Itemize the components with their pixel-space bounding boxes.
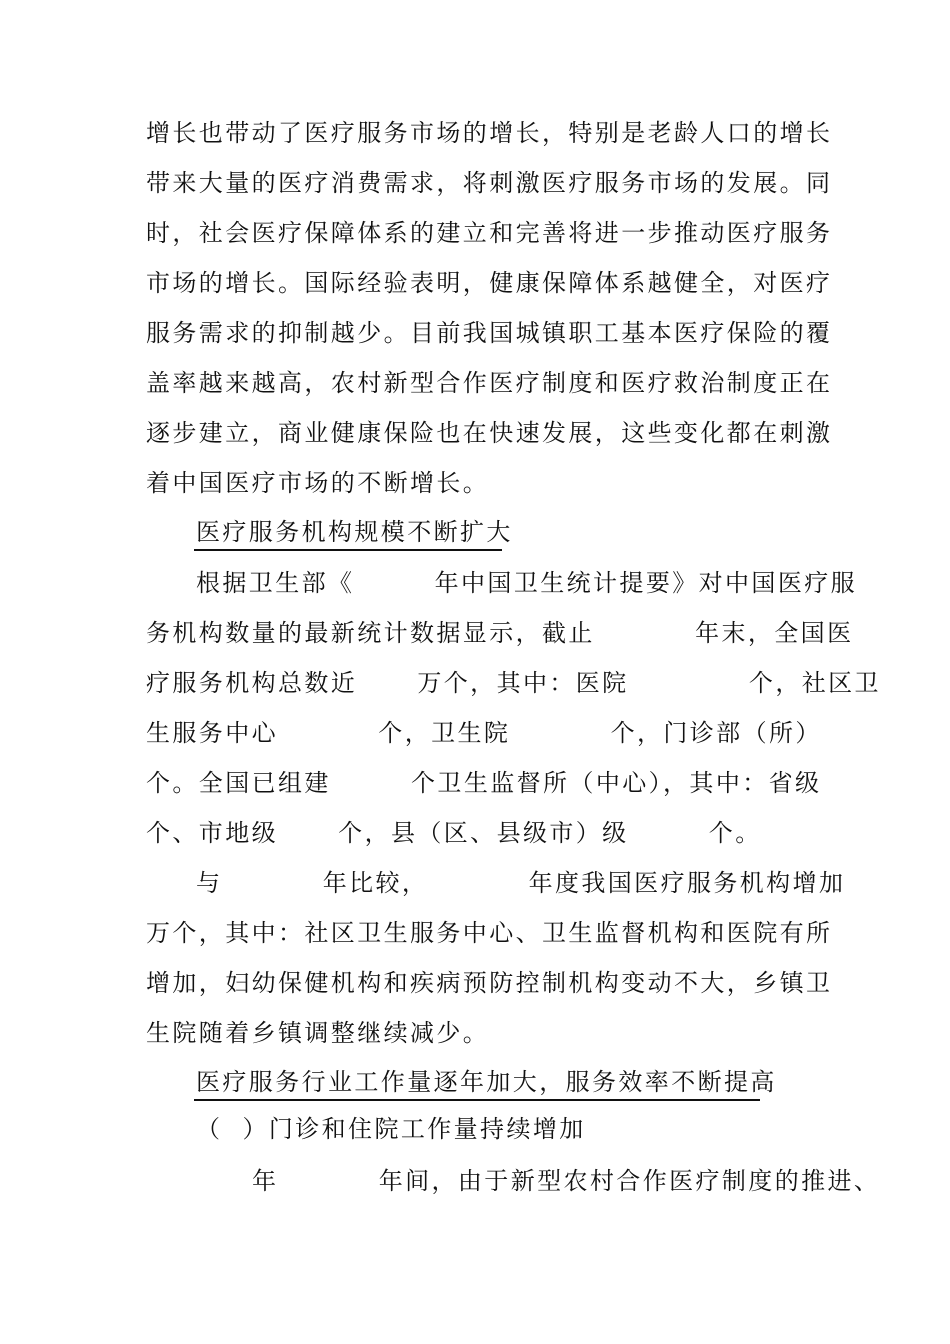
text-line: 增加，妇幼保健机构和疾病预防控制机构变动不大，乡镇卫 (146, 969, 833, 997)
text-line: 带来大量的医疗消费需求，将刺激医疗服务市场的发展。同 (146, 169, 833, 197)
text-line: 盖率越来越高，农村新型合作医疗制度和医疗救治制度正在 (146, 369, 833, 397)
text-line: 万个，其中：社区卫生服务中心、卫生监督机构和医院有所 (146, 919, 833, 947)
text-line: 逐步建立，商业健康保险也在快速发展，这些变化都在刺激 (146, 419, 833, 447)
section-heading-1: 医疗服务机构规模不断扩大 (196, 518, 513, 546)
text-line: 个、市地级 个，县（区、县级市）级 个。 (146, 819, 762, 847)
text-line: 生院随着乡镇调整继续减少。 (146, 1019, 490, 1047)
section-heading-2: 医疗服务行业工作量逐年加大，服务效率不断提高 (196, 1068, 777, 1096)
text-line: 生服务中心 个，卫生院 个，门诊部（所） (146, 719, 822, 747)
text-line: 市场的增长。国际经验表明，健康保障体系越健全，对医疗 (146, 269, 833, 297)
text-line: 与 年比较， 年度我国医疗服务机构增加 (196, 869, 846, 897)
heading-underline (194, 549, 502, 551)
text-line: 时，社会医疗保障体系的建立和完善将进一步推动医疗服务 (146, 219, 833, 247)
text-line: 着中国医疗市场的不断增长。 (146, 469, 490, 497)
text-line: 务机构数量的最新统计数据显示，截止 年末，全国医 (146, 619, 854, 647)
text-line: 增长也带动了医疗服务市场的增长，特别是老龄人口的增长 (146, 119, 833, 147)
heading-underline (194, 1099, 760, 1101)
text-line: 疗服务机构总数近 万个，其中：医院 个，社区卫 (146, 669, 881, 697)
text-line: 年 年间，由于新型农村合作医疗制度的推进、 (252, 1167, 881, 1195)
subsection-heading: （ ）门诊和住院工作量持续增加 (196, 1115, 586, 1143)
text-line: 根据卫生部《 年中国卫生统计提要》对中国医疗服 (196, 569, 858, 597)
text-line: 个。全国已组建 个卫生监督所（中心），其中：省级 (146, 769, 822, 797)
text-line: 服务需求的抑制越少。目前我国城镇职工基本医疗保险的覆 (146, 319, 833, 347)
